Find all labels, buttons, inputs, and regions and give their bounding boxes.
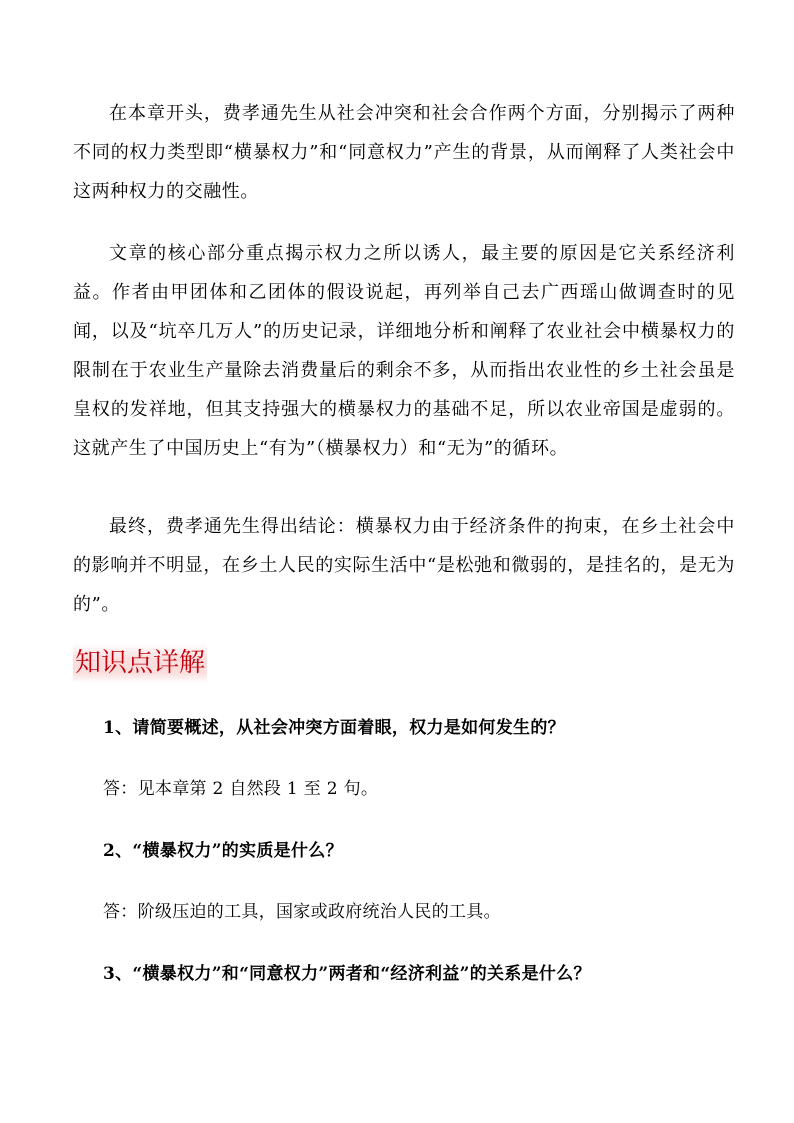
paragraph-core: 文章的核心部分重点揭示权力之所以诱人，最主要的原因是它关系经济利益。作者由甲团体和乙团体的假设说起，再列举自己去广西瑶山做调查时的见闻，以及“坑卒几万人”的历史记录，详细地分析和阐释了农业社会中横暴权力的限制在于农业生产量除去消费量后的剩余不多，从而指出农业性的乡土社会虽是皇权的发祥地，但其支持强大的横暴权力的基础不足，所以农业帝国是虚弱的。这就产生了中国历史上“有为”（横暴权力）和“无为”的循环。 <box>73 243 735 459</box>
question-1: 1、请简要概述，从社会冲突方面着眼，权力是如何发生的？ <box>103 718 565 738</box>
question-3: 3、“横暴权力”和“同意权力”两者和“经济利益”的关系是什么？ <box>103 964 591 984</box>
answer-2: 答：阶级压迫的工具，国家或政府统治人民的工具。 <box>103 902 501 922</box>
section-heading: 知识点详解 <box>73 643 207 683</box>
question-2: 2、“横暴权力”的实质是什么？ <box>103 841 343 861</box>
answer-1: 答：见本章第 2 自然段 1 至 2 句。 <box>103 779 379 799</box>
paragraph-intro: 在本章开头，费孝通先生从社会冲突和社会合作两个方面，分别揭示了两种不同的权力类型即“横暴权力”和“同意权力”产生的背景，从而阐释了人类社会中这两种权力的交融性。 <box>73 103 735 202</box>
paragraph-conclusion: 最终，费孝通先生得出结论：横暴权力由于经济条件的拘束，在乡土社会中的影响并不明显，在乡土人民的实际生活中“是松弛和微弱的，是挂名的，是无为的”。 <box>73 516 735 615</box>
